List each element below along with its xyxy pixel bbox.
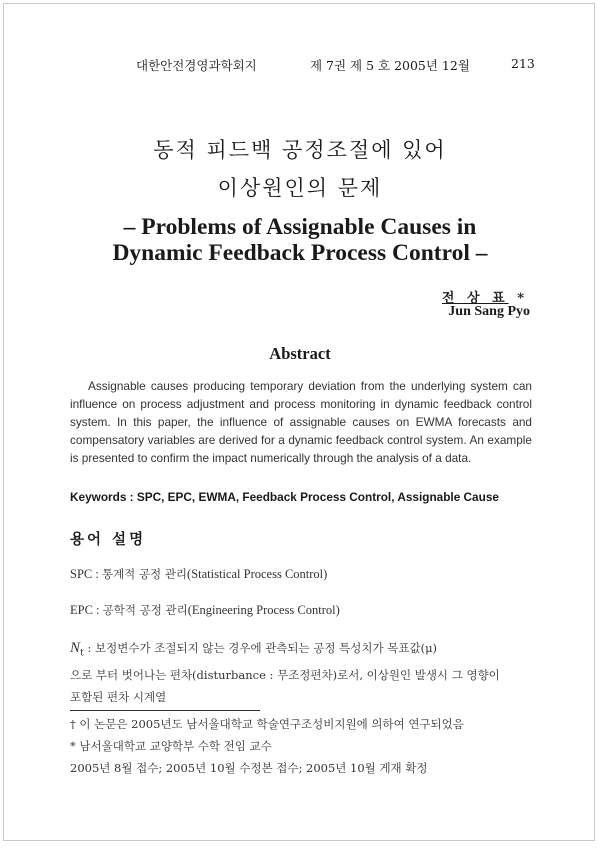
term-nt-text1: : 보정변수가 조절되지 않는 경우에 관측되는 공정 특성치가 목표값(μ) [83, 641, 438, 655]
journal-name: 대한안전경영과학회지 [136, 58, 257, 73]
term-nt-line1 [70, 637, 540, 664]
term-epc-abbr: EPC : [70, 603, 103, 617]
footnote-dates: 2005년 8월 접수; 2005년 10월 수정본 접수; 2005년 10월 게재 확정 [70, 761, 428, 775]
running-header [0, 56, 600, 76]
abstract-text: Assignable causes producing temporary deviation from the underlying system can influence on process adjustment and process monitoring in dynamic feedback control system. In this paper, the influence of assignable causes on EWMA forecasts and compensatory variables are derived for a dynamic feedback control system. An example is presented to confirm the impact numerically through the analysis of a data. [70, 379, 532, 465]
term-epc-korean: 공학적 공정 관리 [102, 603, 188, 617]
keywords: Keywords : SPC, EPC, EWMA, Feedback Process Control, Assignable Cause [70, 490, 499, 504]
author-footnote-mark: * [517, 291, 528, 306]
footnote-funding: † 이 논문은 2005년도 남서울대학교 학술연구조성비지원에 의하여 연구되었음 [70, 717, 464, 731]
term-spc-abbr: SPC : [70, 567, 102, 581]
title-english-line2: Dynamic Feedback Process Control – [112, 240, 488, 266]
term-spc [70, 566, 540, 582]
term-spc-english: (Statistical Process Control) [187, 567, 328, 581]
term-spc-korean: 통계적 공정 관리 [101, 567, 188, 581]
term-nt-line3: 포함된 편차 시계열 [70, 690, 167, 705]
term-nt-symbol: N [70, 640, 81, 656]
title-english-line1: – Problems of Assignable Causes in [123, 214, 477, 240]
term-epc [70, 602, 540, 618]
abstract-heading: Abstract [269, 344, 331, 363]
title-korean-line1: 동적 피드백 공정조절에 있어 [153, 138, 447, 162]
term-epc-english: (Engineering Process Control) [187, 603, 340, 617]
terms-heading: 용어 설명 [70, 531, 147, 548]
author-name-korean: 전 상 표 [441, 291, 509, 306]
issue-info: 제 7권 제 5 호 2005년 12월 [310, 58, 470, 73]
author-english: Jun Sang Pyo [448, 304, 530, 319]
term-nt-line2: 으로 부터 벗어나는 편차(disturbance : 무조정편차)로서, 이상원인 발생시 그 영향이 [70, 668, 500, 683]
footnote-affiliation: * 남서울대학교 교양학부 수학 전임 교수 [70, 739, 272, 753]
page-number: 213 [511, 56, 535, 71]
term-nt [70, 637, 540, 708]
footnote-divider [70, 710, 260, 711]
title-korean-line2: 이상원인의 문제 [217, 176, 383, 200]
term-nt-subscript: t [80, 647, 84, 659]
